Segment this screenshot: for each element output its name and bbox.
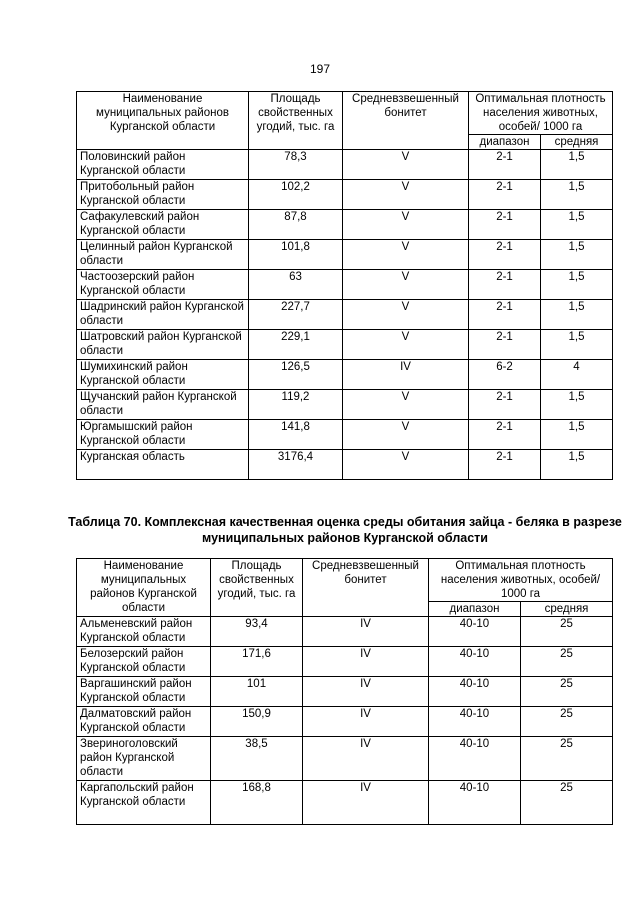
mean-value: 25 — [521, 647, 613, 677]
bonitet-value: V — [343, 210, 469, 240]
range-value: 2-1 — [469, 270, 541, 300]
area-value: 87,8 — [249, 210, 343, 240]
table-row — [77, 240, 613, 270]
range-value: 2-1 — [469, 240, 541, 270]
page-number: 197 — [309, 62, 331, 76]
range-value: 2-1 — [469, 210, 541, 240]
header-mean: средняя — [521, 602, 613, 617]
district-name: Щучанский район Курганской области — [77, 390, 249, 420]
table-row — [77, 180, 613, 210]
table-row — [77, 210, 613, 240]
mean-value: 1,5 — [541, 330, 613, 360]
range-value: 2-1 — [469, 390, 541, 420]
mean-value: 1,5 — [541, 150, 613, 180]
area-value: 150,9 — [211, 707, 303, 737]
bonitet-value: IV — [303, 781, 429, 825]
district-name: Половинский район Курганской области — [77, 150, 249, 180]
table-row — [77, 300, 613, 330]
bonitet-value: IV — [303, 677, 429, 707]
district-name: Сафакулевский район Курганской области — [77, 210, 249, 240]
area-value: 78,3 — [249, 150, 343, 180]
mean-value: 25 — [521, 707, 613, 737]
range-value: 40-10 — [429, 677, 521, 707]
mean-value: 1,5 — [541, 210, 613, 240]
table-row — [77, 270, 613, 300]
bonitet-value: IV — [303, 707, 429, 737]
range-value: 2-1 — [469, 450, 541, 480]
district-name: Курганская область — [77, 450, 249, 480]
header-range: диапазон — [469, 135, 541, 150]
area-value: 141,8 — [249, 420, 343, 450]
area-value: 38,5 — [211, 737, 303, 781]
bonitet-value: V — [343, 150, 469, 180]
mean-value: 1,5 — [541, 240, 613, 270]
table-row — [77, 781, 613, 825]
mean-value: 25 — [521, 677, 613, 707]
bonitet-value: IV — [303, 617, 429, 647]
header-density: Оптимальная плотность населения животных, особей/ 1000 га — [429, 559, 613, 602]
header-bonitet: Средневзвешенный бонитет — [343, 92, 469, 150]
area-value: 3176,4 — [249, 450, 343, 480]
table-row — [77, 420, 613, 450]
table-row — [77, 390, 613, 420]
header-bonitet: Средневзвешенный бонитет — [303, 559, 429, 617]
mean-value: 1,5 — [541, 270, 613, 300]
table-row — [77, 450, 613, 480]
area-value: 93,4 — [211, 617, 303, 647]
range-value: 6-2 — [469, 360, 541, 390]
mean-value: 1,5 — [541, 450, 613, 480]
table-row — [77, 360, 613, 390]
range-value: 40-10 — [429, 617, 521, 647]
table-row — [77, 737, 613, 781]
header-density: Оптимальная плотность населения животных, особей/ 1000 га — [469, 92, 613, 135]
area-value: 119,2 — [249, 390, 343, 420]
district-name: Далматовский район Курганской области — [77, 707, 211, 737]
mean-value: 1,5 — [541, 420, 613, 450]
bonitet-value: IV — [303, 737, 429, 781]
table-row — [77, 707, 613, 737]
bonitet-value: V — [343, 420, 469, 450]
area-value: 102,2 — [249, 180, 343, 210]
area-value: 101 — [211, 677, 303, 707]
district-name: Целинный район Курганской области — [77, 240, 249, 270]
table-row — [77, 330, 613, 360]
table-row — [77, 150, 613, 180]
district-name: Шатровский район Курганской области — [77, 330, 249, 360]
mean-value: 4 — [541, 360, 613, 390]
bonitet-value: V — [343, 240, 469, 270]
table-row — [77, 617, 613, 647]
range-value: 2-1 — [469, 420, 541, 450]
range-value: 40-10 — [429, 781, 521, 825]
range-value: 2-1 — [469, 300, 541, 330]
area-value: 229,1 — [249, 330, 343, 360]
area-value: 168,8 — [211, 781, 303, 825]
bonitet-value: IV — [343, 360, 469, 390]
district-name: Белозерский район Курганской области — [77, 647, 211, 677]
bonitet-value: V — [343, 330, 469, 360]
district-name: Частоозерский район Курганской области — [77, 270, 249, 300]
header-area: Площадь свойственных угодий, тыс. га — [211, 559, 303, 617]
header-name: Наименование муниципальных районов Курганской области — [77, 559, 211, 617]
header-range: диапазон — [429, 602, 521, 617]
habitat-table-1 — [76, 91, 613, 480]
range-value: 2-1 — [469, 150, 541, 180]
mean-value: 25 — [521, 617, 613, 647]
area-value: 126,5 — [249, 360, 343, 390]
district-name: Шадринский район Курганской области — [77, 300, 249, 330]
header-name: Наименование муниципальных районов Курганской области — [77, 92, 249, 150]
area-value: 171,6 — [211, 647, 303, 677]
mean-value: 1,5 — [541, 390, 613, 420]
bonitet-value: V — [343, 180, 469, 210]
bonitet-value: V — [343, 270, 469, 300]
range-value: 2-1 — [469, 180, 541, 210]
district-name: Шумихинский район Курганской области — [77, 360, 249, 390]
mean-value: 25 — [521, 781, 613, 825]
range-value: 40-10 — [429, 737, 521, 781]
bonitet-value: V — [343, 300, 469, 330]
range-value: 40-10 — [429, 707, 521, 737]
habitat-table-2 — [76, 558, 613, 825]
district-name: Каргапольский район Курганской области — [77, 781, 211, 825]
mean-value: 25 — [521, 737, 613, 781]
bonitet-value: V — [343, 390, 469, 420]
range-value: 2-1 — [469, 330, 541, 360]
area-value: 101,8 — [249, 240, 343, 270]
bonitet-value: IV — [303, 647, 429, 677]
mean-value: 1,5 — [541, 180, 613, 210]
area-value: 227,7 — [249, 300, 343, 330]
district-name: Варгашинский район Курганской области — [77, 677, 211, 707]
district-name: Юргамышский район Курганской области — [77, 420, 249, 450]
table-row — [77, 647, 613, 677]
range-value: 40-10 — [429, 647, 521, 677]
mean-value: 1,5 — [541, 300, 613, 330]
area-value: 63 — [249, 270, 343, 300]
table-caption: Таблица 70. Комплексная качественная оценка среды обитания зайца - беляка в разрезе муниципальных районов Курганской области — [68, 515, 622, 545]
header-mean: средняя — [541, 135, 613, 150]
district-name: Альменевский район Курганской области — [77, 617, 211, 647]
table-row — [77, 677, 613, 707]
district-name: Притобольный район Курганской области — [77, 180, 249, 210]
header-area: Площадь свойственных угодий, тыс. га — [249, 92, 343, 150]
district-name: Звериноголовский район Курганской области — [77, 737, 211, 781]
bonitet-value: V — [343, 450, 469, 480]
